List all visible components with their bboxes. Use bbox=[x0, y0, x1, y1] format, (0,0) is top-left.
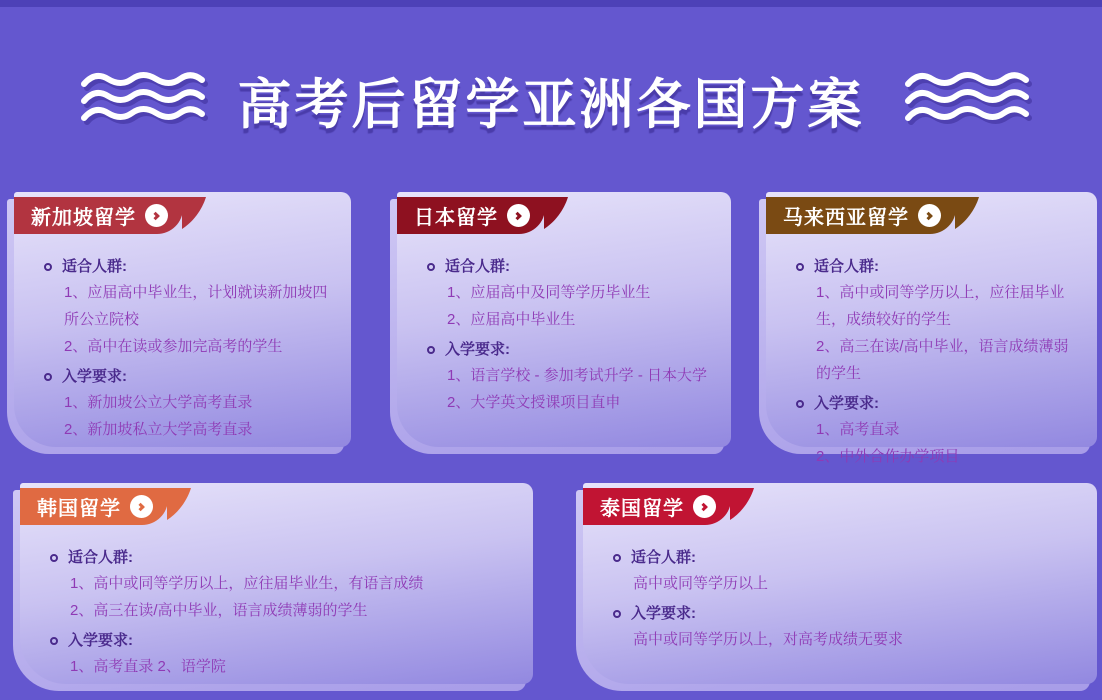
list-item: 2、新加坡私立大学高考直录 bbox=[64, 421, 253, 438]
section-heading bbox=[613, 602, 1079, 626]
section-items bbox=[796, 416, 1079, 470]
card-malaysia bbox=[766, 192, 1097, 465]
section-heading bbox=[44, 255, 333, 279]
bullet-ring-icon bbox=[796, 263, 804, 271]
ribbon-tail bbox=[182, 197, 206, 229]
list-item: 1、语言学校 - 参加考试升学 - 日本大学 bbox=[447, 367, 708, 384]
list-item: 1、应届高中毕业生，计划就读新加坡四所公立院校 bbox=[64, 284, 328, 328]
section-heading bbox=[427, 338, 713, 362]
ribbon-tail bbox=[544, 197, 568, 229]
card-thailand bbox=[583, 483, 1097, 684]
card-japan bbox=[397, 192, 731, 447]
card-title: 韩国留学 bbox=[37, 498, 121, 520]
section-items bbox=[613, 570, 1079, 597]
list-item: 2、应届高中毕业生 bbox=[447, 311, 576, 328]
arrow-circle-icon bbox=[507, 204, 530, 227]
section-heading bbox=[613, 546, 1079, 570]
bullet-ring-icon bbox=[796, 400, 804, 408]
ribbon-tail bbox=[955, 197, 979, 229]
list-item: 2、高三在读/高中毕业，语言成绩薄弱的学生 bbox=[816, 338, 1069, 382]
thailand-ribbon-button[interactable] bbox=[583, 488, 731, 525]
ribbon-tail bbox=[167, 488, 191, 520]
list-item: 1、高中或同等学历以上，应往届毕业生，成绩较好的学生 bbox=[816, 284, 1065, 328]
section-heading-label: 入学要求: bbox=[631, 605, 696, 622]
list-item: 2、高三在读/高中毕业，语言成绩薄弱的学生 bbox=[70, 602, 368, 619]
section-items bbox=[427, 362, 713, 416]
section-items bbox=[50, 570, 515, 624]
section-heading bbox=[50, 546, 515, 570]
bullet-ring-icon bbox=[427, 346, 435, 354]
card-title: 新加坡留学 bbox=[31, 207, 136, 229]
wave-decoration-icon bbox=[902, 70, 1032, 131]
section-heading bbox=[427, 255, 713, 279]
bullet-ring-icon bbox=[44, 373, 52, 381]
japan-ribbon-button[interactable] bbox=[397, 197, 545, 234]
arrow-circle-icon bbox=[693, 495, 716, 518]
list-item: 1、高考直录 2、语学院 bbox=[70, 658, 226, 675]
arrow-circle-icon bbox=[918, 204, 941, 227]
ribbon-tail bbox=[730, 488, 754, 520]
list-item: 1、高中或同等学历以上，应往届毕业生，有语言成绩 bbox=[70, 575, 424, 592]
singapore-ribbon-button[interactable] bbox=[14, 197, 183, 234]
card-title: 马来西亚留学 bbox=[783, 207, 909, 229]
list-item: 高中或同等学历以上 bbox=[633, 575, 769, 592]
bullet-ring-icon bbox=[50, 637, 58, 645]
arrow-circle-icon bbox=[145, 204, 168, 227]
list-item: 2、中外合作办学项目 bbox=[816, 448, 960, 465]
bullet-ring-icon bbox=[44, 263, 52, 271]
bullet-ring-icon bbox=[427, 263, 435, 271]
section-heading-label: 适合人群: bbox=[814, 258, 879, 275]
section-heading-label: 适合人群: bbox=[445, 258, 510, 275]
section-heading-label: 适合人群: bbox=[62, 258, 127, 275]
section-heading-label: 入学要求: bbox=[68, 632, 133, 649]
section-heading bbox=[50, 629, 515, 653]
section-heading bbox=[796, 255, 1079, 279]
bullet-ring-icon bbox=[613, 610, 621, 618]
card-title: 泰国留学 bbox=[600, 498, 684, 520]
card-title: 日本留学 bbox=[414, 207, 498, 229]
section-heading-label: 适合人群: bbox=[68, 549, 133, 566]
section-items bbox=[796, 279, 1079, 387]
malaysia-ribbon-button[interactable] bbox=[766, 197, 956, 234]
bullet-ring-icon bbox=[613, 554, 621, 562]
section-items bbox=[613, 626, 1079, 653]
section-items bbox=[50, 653, 515, 680]
section-items bbox=[427, 279, 713, 333]
list-item: 1、应届高中及同等学历毕业生 bbox=[447, 284, 651, 301]
korea-ribbon-button[interactable] bbox=[20, 488, 168, 525]
section-heading bbox=[796, 392, 1079, 416]
section-heading-label: 入学要求: bbox=[814, 395, 879, 412]
bullet-ring-icon bbox=[50, 554, 58, 562]
section-heading bbox=[44, 365, 333, 389]
list-item: 1、新加坡公立大学高考直录 bbox=[64, 394, 253, 411]
list-item: 1、高考直录 bbox=[816, 421, 900, 438]
section-heading-label: 入学要求: bbox=[445, 341, 510, 358]
top-accent-strip bbox=[0, 0, 1102, 7]
page-title: 高考后留学亚洲各国方案 bbox=[237, 75, 865, 135]
section-items bbox=[44, 389, 333, 443]
section-heading-label: 入学要求: bbox=[62, 368, 127, 385]
list-item: 2、大学英文授课项目直申 bbox=[447, 394, 621, 411]
card-singapore bbox=[14, 192, 351, 447]
card-korea bbox=[20, 483, 533, 684]
section-heading-label: 适合人群: bbox=[631, 549, 696, 566]
list-item: 高中或同等学历以上，对高考成绩无要求 bbox=[633, 631, 904, 648]
list-item: 2、高中在读或参加完高考的学生 bbox=[64, 338, 283, 355]
arrow-circle-icon bbox=[130, 495, 153, 518]
section-items bbox=[44, 279, 333, 360]
